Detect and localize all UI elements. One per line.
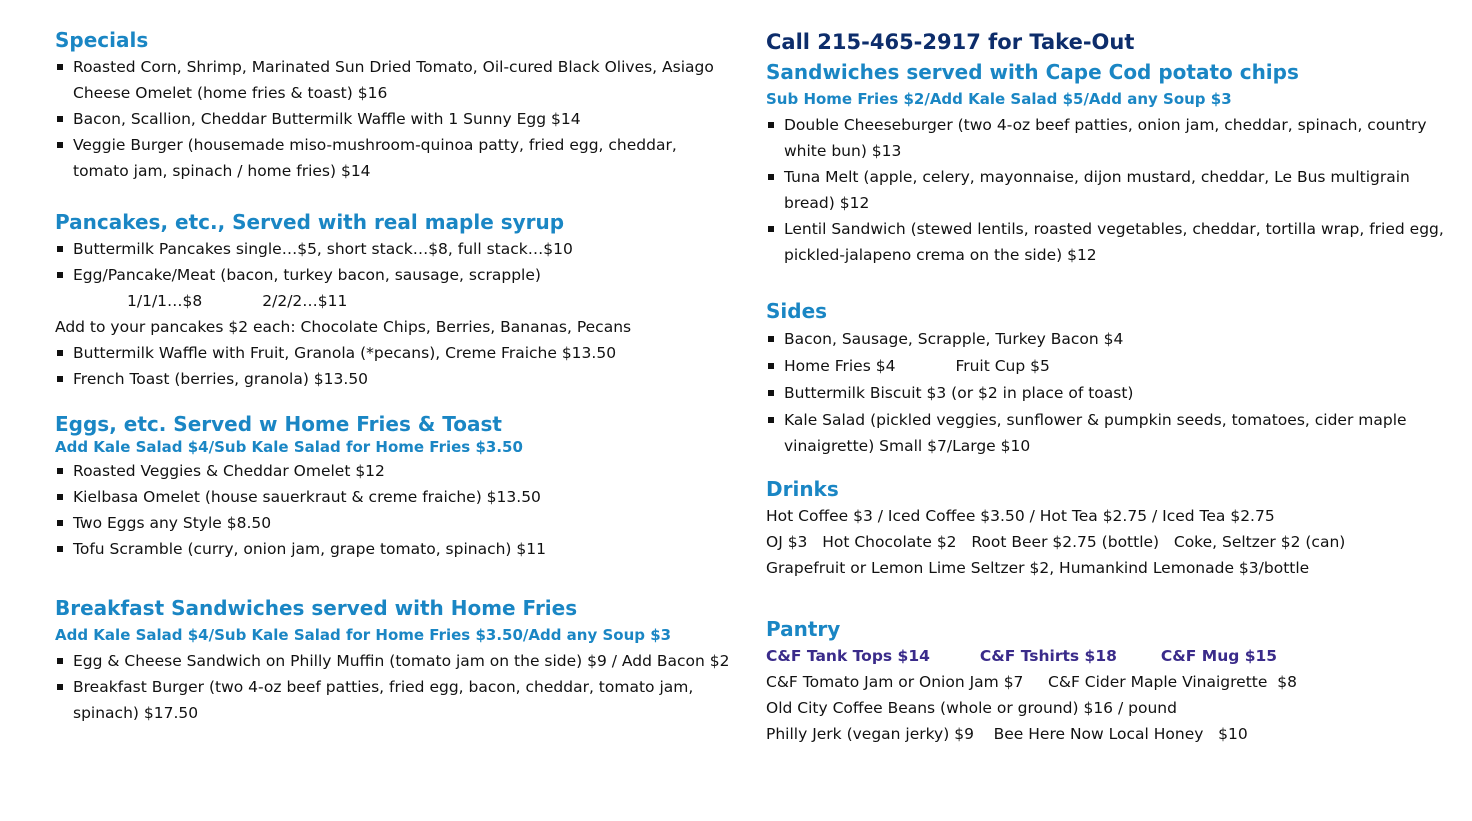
sides-title: Sides	[766, 299, 828, 323]
list-item-text: Home Fries $4	[784, 357, 896, 375]
list-item-text: Egg/Pancake/Meat (bacon, turkey bacon, sausage, scrapple)	[73, 266, 541, 284]
list-item: Egg & Cheese Sandwich on Philly Muffin (tomato jam on the side) $9 / Add Bacon $2	[55, 648, 735, 674]
specials-section	[55, 26, 735, 184]
takeout-phone: Call 215-465-2917 for Take-Out	[766, 30, 1135, 54]
sandwiches-list	[766, 112, 1456, 268]
list-item: Roasted Corn, Shrimp, Marinated Sun Dried Tomato, Oil-cured Black Olives, Asiago Cheese Omelet (home fries & toast) $16	[55, 54, 735, 106]
drinks-title: Drinks	[766, 477, 839, 501]
eggs-title: Eggs, etc. Served w Home Fries & Toast	[55, 412, 502, 436]
sides-list	[766, 326, 1456, 459]
list-item: Two Eggs any Style $8.50	[55, 510, 735, 536]
combo-2: 2/2/2…$11	[262, 292, 348, 310]
drinks-line: Hot Coffee $3 / Iced Coffee $3.50 / Hot Tea $2.75 / Iced Tea $2.75	[766, 507, 1275, 525]
list-item: Roasted Veggies & Cheddar Omelet $12	[55, 458, 735, 484]
right-column	[766, 26, 1456, 747]
eggs-list	[55, 458, 735, 562]
pantry-section	[766, 615, 1456, 747]
drinks-line: OJ $3 Hot Chocolate $2 Root Beer $2.75 (bottle) Coke, Seltzer $2 (can)	[766, 533, 1346, 551]
breakfast-sandwiches-section	[55, 594, 735, 726]
specials-title: Specials	[55, 28, 149, 52]
pancakes-title: Pancakes, etc., Served with real maple syrup	[55, 210, 565, 234]
list-item: Bacon, Scallion, Cheddar Buttermilk Waffle with 1 Sunny Egg $14	[55, 106, 735, 132]
list-item: Tuna Melt (apple, celery, mayonnaise, dijon mustard, cheddar, Le Bus multigrain bread) $12	[766, 164, 1456, 216]
sandwiches-subtitle: Sub Home Fries $2/Add Kale Salad $5/Add any Soup $3	[766, 90, 1232, 108]
merch-item: C&F Tshirts $18	[979, 647, 1117, 665]
list-item: Buttermilk Waffle with Fruit, Granola (*pecans), Creme Fraiche $13.50	[55, 340, 735, 366]
drinks-line: Grapefruit or Lemon Lime Seltzer $2, Humankind Lemonade $3/bottle	[766, 559, 1310, 577]
sides-section	[766, 296, 1456, 459]
left-column	[55, 26, 735, 726]
merch-item: C&F Tank Tops $14	[766, 647, 930, 665]
specials-list	[55, 54, 735, 184]
eggs-section	[55, 412, 735, 562]
list-item: Breakfast Burger (two 4-oz beef patties, fried egg, bacon, cheddar, tomato jam, spinach) $17.50	[55, 674, 735, 726]
pantry-merch	[766, 643, 1456, 669]
list-item: Buttermilk Pancakes single…$5, short stack…$8, full stack…$10	[55, 236, 735, 262]
pancakes-list-2	[55, 340, 735, 392]
list-item: Kielbasa Omelet (house sauerkraut & creme fraiche) $13.50	[55, 484, 735, 510]
drinks-section	[766, 475, 1456, 581]
pancake-combos	[55, 288, 735, 314]
pancakes-list	[55, 236, 735, 288]
combo-1: 1/1/1…$8	[127, 292, 203, 310]
list-item: Kale Salad (pickled veggies, sunflower & pumpkin seeds, tomatoes, cider maple vinaigrette) Small $7/Large $10	[766, 407, 1456, 459]
pantry-line: Philly Jerk (vegan jerky) $9 Bee Here Now Local Honey $10	[766, 725, 1248, 743]
list-item	[766, 353, 1456, 380]
breakfast-sandwiches-list	[55, 648, 735, 726]
pantry-line: Old City Coffee Beans (whole or ground) $16 / pound	[766, 699, 1177, 717]
sandwiches-title: Sandwiches served with Cape Cod potato chips	[766, 60, 1299, 84]
list-item: Buttermilk Biscuit $3 (or $2 in place of toast)	[766, 380, 1456, 407]
pancake-addon: Add to your pancakes $2 each: Chocolate Chips, Berries, Bananas, Pecans	[55, 318, 632, 336]
list-item: Veggie Burger (housemade miso-mushroom-quinoa patty, fried egg, cheddar, tomato jam, spinach / home fries) $14	[55, 132, 735, 184]
list-item: Bacon, Sausage, Scrapple, Turkey Bacon $4	[766, 326, 1456, 353]
eggs-subtitle: Add Kale Salad $4/Sub Kale Salad for Home Fries $3.50	[55, 438, 523, 456]
list-item	[55, 262, 735, 288]
sandwiches-section	[766, 58, 1456, 268]
list-item: Lentil Sandwich (stewed lentils, roasted vegetables, cheddar, tortilla wrap, fried egg, pickled-jalapeno crema on the side) $12	[766, 216, 1456, 268]
breakfast-sandwiches-title: Breakfast Sandwiches served with Home Fries	[55, 596, 578, 620]
pantry-title: Pantry	[766, 617, 841, 641]
breakfast-sandwiches-subtitle: Add Kale Salad $4/Sub Kale Salad for Home Fries $3.50/Add any Soup $3	[55, 626, 672, 644]
pantry-line: C&F Tomato Jam or Onion Jam $7 C&F Cider Maple Vinaigrette $8	[766, 673, 1297, 691]
merch-item: C&F Mug $15	[1160, 647, 1278, 665]
list-item: French Toast (berries, granola) $13.50	[55, 366, 735, 392]
list-item: Tofu Scramble (curry, onion jam, grape tomato, spinach) $11	[55, 536, 735, 562]
pancakes-section	[55, 208, 735, 392]
list-item: Double Cheeseburger (two 4-oz beef patties, onion jam, cheddar, spinach, country white bun) $13	[766, 112, 1456, 164]
list-item-text: Fruit Cup $5	[955, 357, 1050, 375]
